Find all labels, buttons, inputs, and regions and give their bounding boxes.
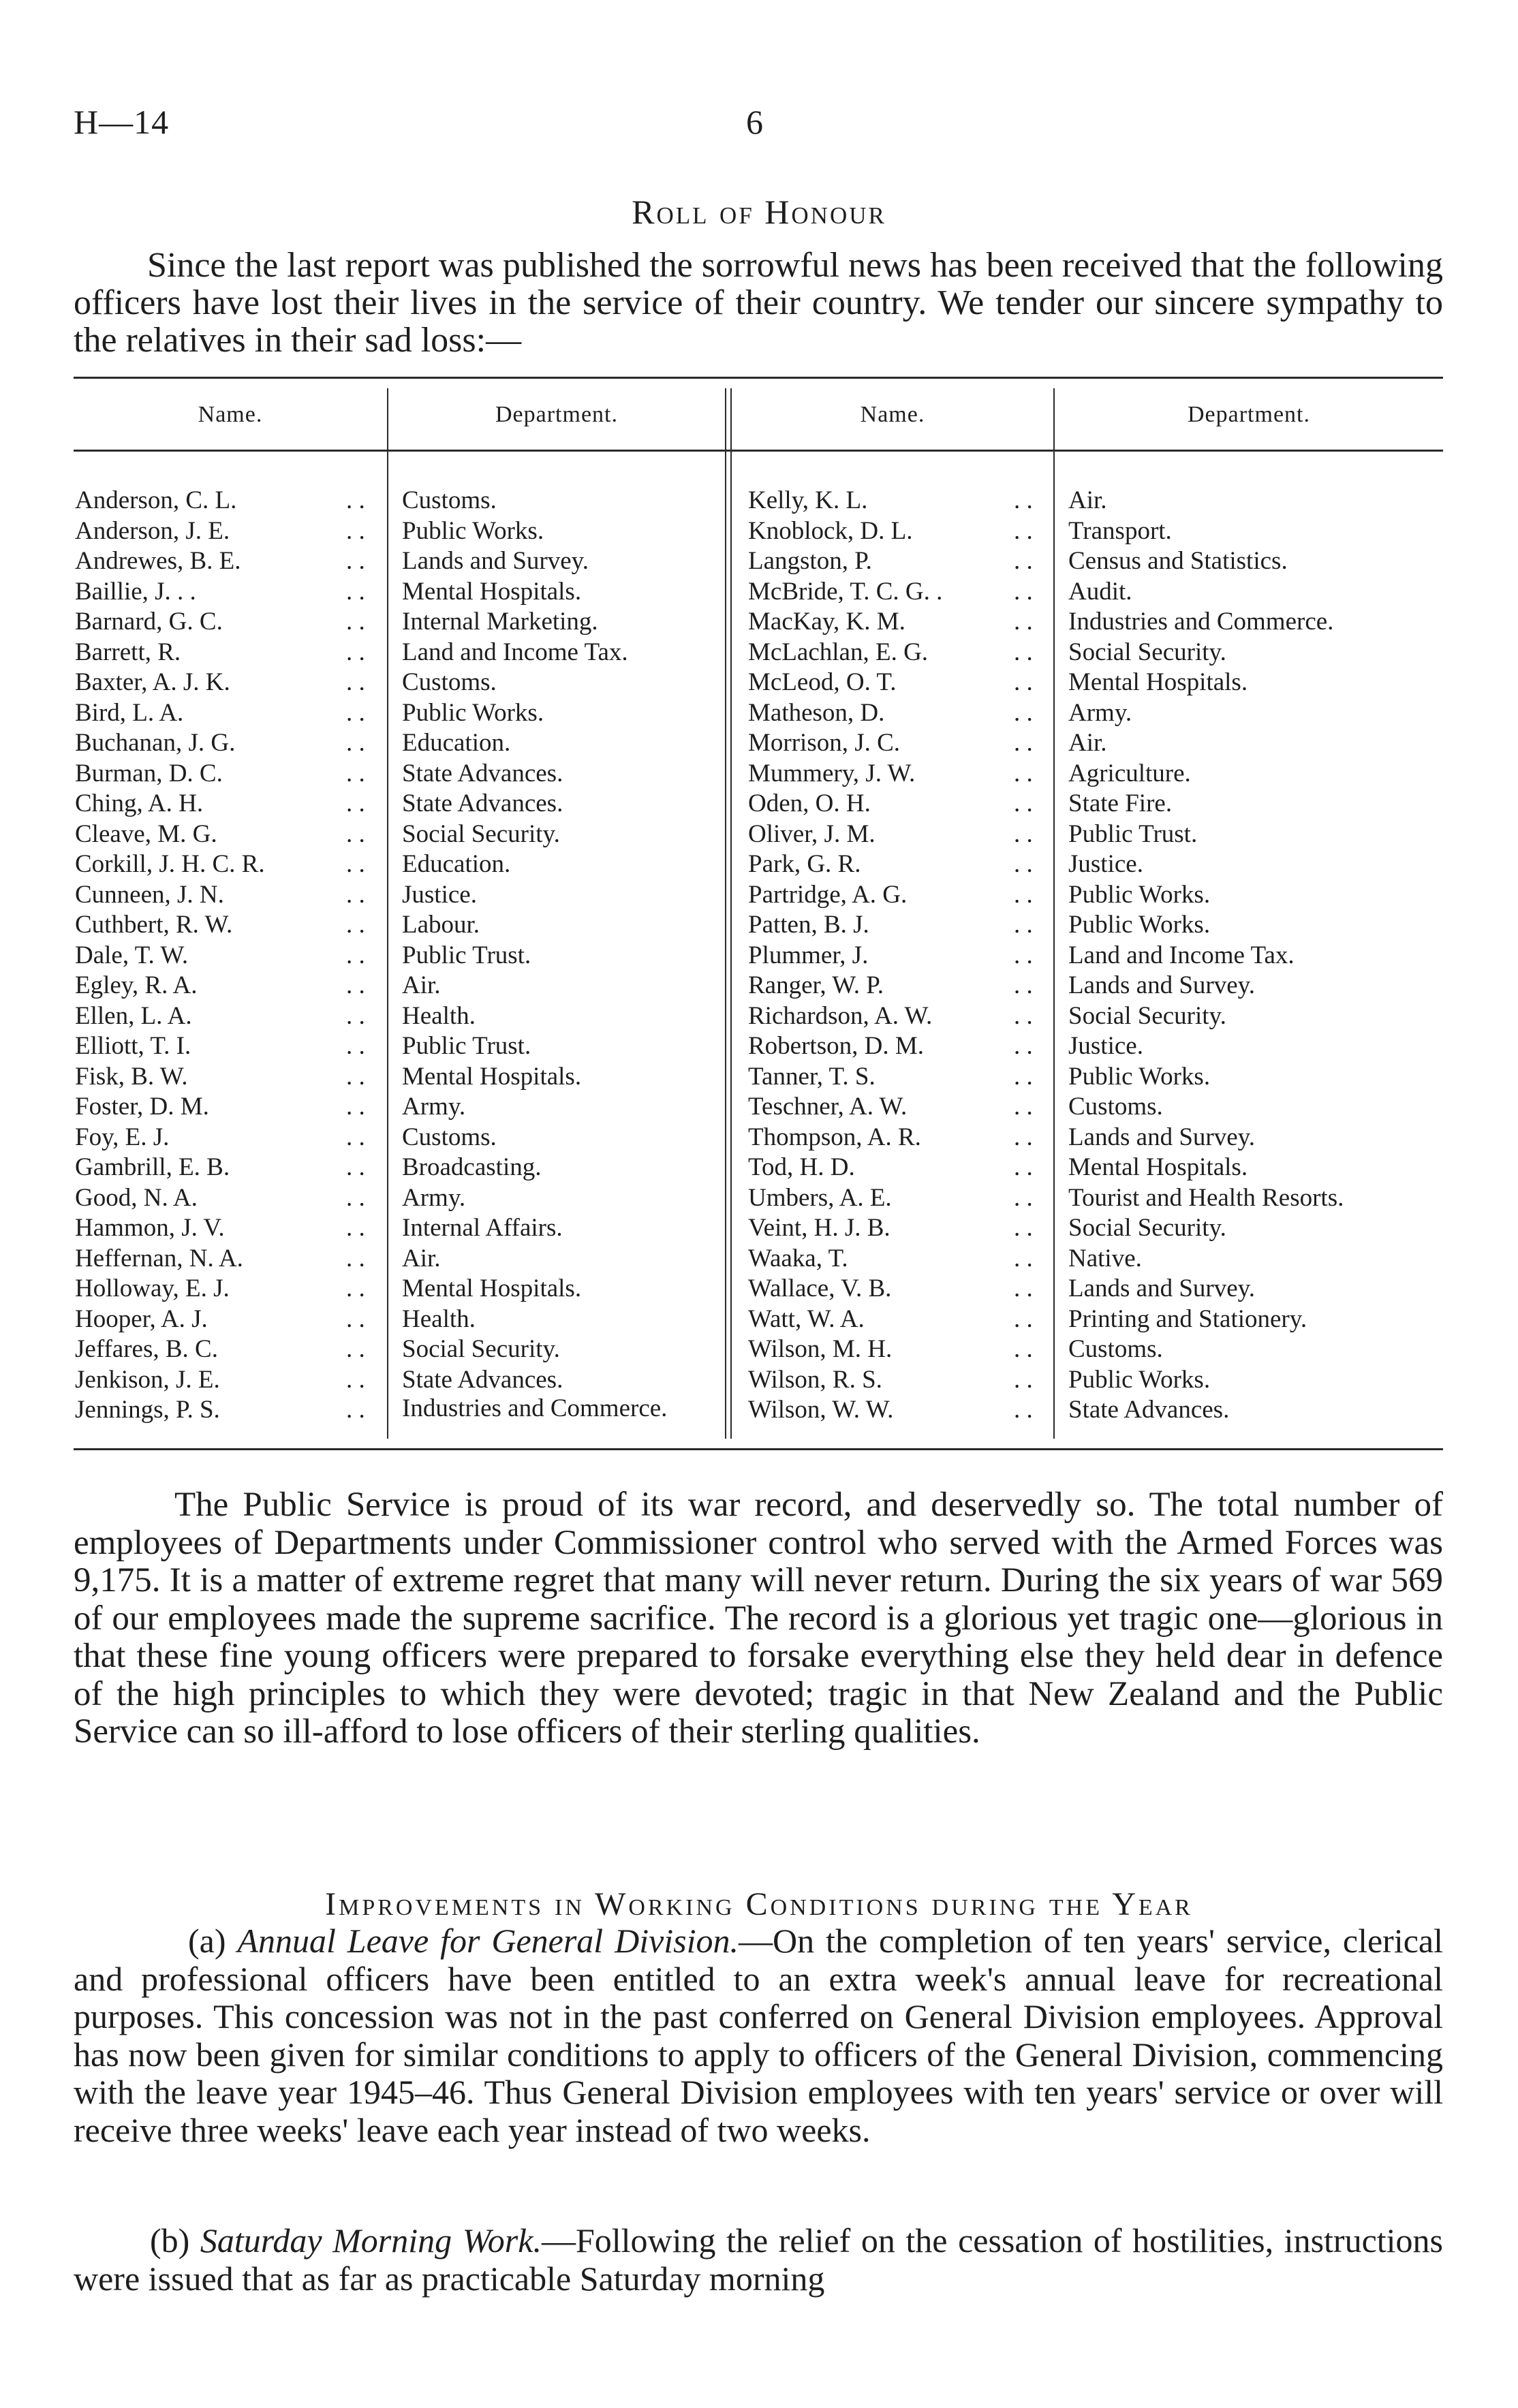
leader-dots: . . — [1014, 1153, 1033, 1181]
leader-dots: . . — [346, 850, 365, 878]
table-cell: Customs. — [402, 1123, 497, 1151]
roll-intro-paragraph: Since the last report was published the sorrowful news has been received that the following officers have lost their lives in the service of their country. We tender our sincere sympathy to the relatives in their sad loss:— — [74, 246, 1443, 360]
leader-dots: . . — [1014, 819, 1033, 848]
table-cell: Army. — [1068, 698, 1132, 727]
table-cell: Industries and Commerce. — [402, 1394, 668, 1422]
saturday-work-heading: Saturday Morning Work. — [200, 2221, 542, 2260]
table-row: Park, G. R. — [748, 850, 861, 878]
leader-dots: . . — [1014, 1183, 1033, 1212]
leader-dots: . . — [1014, 547, 1033, 575]
table-row: Kelly, K. L. — [748, 486, 868, 514]
table-row: Wilson, M. H. — [748, 1335, 893, 1363]
leader-dots: . . — [1014, 1123, 1033, 1151]
leader-dots: . . — [1014, 1062, 1033, 1091]
table-cell: Census and Statistics. — [1068, 547, 1288, 575]
table-row: Dale, T. W. — [75, 941, 189, 969]
leader-dots: . . — [1014, 1244, 1033, 1272]
leader-dots: . . — [346, 819, 365, 848]
table-cell: Justice. — [402, 880, 477, 909]
table-row: Morrison, J. C. — [748, 729, 901, 757]
table-cell: State Advances. — [402, 759, 563, 787]
leader-dots: . . — [346, 1335, 365, 1363]
table-cell: Printing and Stationery. — [1068, 1304, 1307, 1333]
table-cell: Agriculture. — [1068, 759, 1191, 787]
leader-dots: . . — [346, 1032, 365, 1060]
leader-dots: . . — [1014, 971, 1033, 999]
annual-leave-text: —On the completion of ten years' service, clerical and professional officers have been entitled to an extra week's annual leave for recreational purposes. This concession was not in the past conferred on General Division employees. Approval has now been given for similar conditions to apply to officers of the General Division, commencing with the leave year 1945–46. Thus General Division employees with ten years' service or over will receive three weeks' leave each year instead of two weeks. — [74, 1922, 1443, 2149]
table-row: Veint, H. J. B. — [748, 1214, 890, 1242]
leader-dots: . . — [1014, 941, 1033, 969]
leader-dots: . . — [346, 1093, 365, 1121]
leader-dots: . . — [1014, 698, 1033, 727]
table-row: Foy, E. J. — [75, 1123, 170, 1151]
table-row: Andrewes, B. E. — [75, 547, 241, 575]
table-cell: Public Trust. — [402, 1032, 531, 1060]
table-cell: Land and Income Tax. — [402, 638, 628, 666]
table-row: Oden, O. H. — [748, 789, 871, 817]
improvements-title: Improvements in Working Conditions during the Year — [325, 1886, 1193, 1922]
column-header-department: Department. — [1188, 402, 1310, 427]
table-cell: State Fire. — [1068, 789, 1173, 817]
table-cell: Education. — [402, 729, 511, 757]
table-cell: Health. — [402, 1001, 476, 1030]
leader-dots: . . — [346, 759, 365, 787]
leader-dots: . . — [346, 941, 365, 969]
table-cell: Public Works. — [402, 698, 544, 727]
table-row: Patten, B. J. — [748, 911, 869, 939]
table-cell: Public Works. — [402, 516, 544, 545]
table-row: Plummer, J. — [748, 941, 869, 969]
table-cell: Audit. — [1068, 577, 1132, 606]
table-row: Thompson, A. R. — [748, 1123, 921, 1151]
leader-dots: . . — [346, 1123, 365, 1151]
table-cell: Mental Hospitals. — [1068, 668, 1248, 696]
table-cell: Internal Affairs. — [402, 1214, 563, 1242]
table-row: Cunneen, J. N. — [75, 880, 224, 909]
leader-dots: . . — [346, 638, 365, 666]
leader-dots: . . — [1014, 880, 1033, 909]
table-cell: Lands and Survey. — [1068, 1275, 1256, 1302]
table-row: Watt, W. A. — [748, 1304, 865, 1333]
table-cell: Health. — [402, 1304, 476, 1333]
table-row: Teschner, A. W. — [748, 1093, 908, 1121]
table-cell: Lands and Survey. — [1068, 1123, 1256, 1151]
table-cell: Broadcasting. — [402, 1153, 542, 1181]
parliamentary-paper-ref: H—14 — [74, 103, 170, 141]
column-header-name: Name. — [198, 402, 263, 427]
table-row: Baxter, A. J. K. — [75, 668, 230, 696]
right-names-column — [748, 486, 1048, 1426]
leader-dots: . . — [346, 1062, 365, 1091]
war-record-paragraph: The Public Service is proud of its war record, and deservedly so. The total number of employees of Departments under Commissioner control who served with the Armed Forces was 9,175. It is a matter of extreme regret that many will never return. During the six years of war 569 of our employees made the supreme sacrifice. The record is a glorious yet tragic one—glorious in that these fine young officers were prepared to forsake everything else they held dear in defence of the high principles to which they were devoted; tragic in that New Zealand and the Public Service can so ill-afford to lose officers of their sterling qualities. — [74, 1486, 1443, 1751]
table-cell: Social Security. — [1068, 1001, 1226, 1030]
saturday-work-text: —Following the relief on the cessation of hostilities, instructions were issued that as far as practicable Saturday morning — [74, 2221, 1444, 2298]
table-row: Baillie, J. . . — [75, 577, 196, 606]
item-label: (b) — [150, 2221, 190, 2260]
table-row: Bird, L. A. — [75, 698, 184, 727]
table-row: Ellen, L. A. — [75, 1001, 192, 1030]
table-header-rule — [74, 450, 1443, 452]
table-cell: Mental Hospitals. — [402, 1062, 582, 1091]
table-row: Elliott, T. I. — [75, 1032, 191, 1060]
table-cell: State Advances. — [402, 789, 563, 817]
table-row: McLeod, O. T. — [748, 668, 897, 696]
leader-dots: . . — [346, 911, 365, 939]
leader-dots: . . — [1014, 1214, 1033, 1242]
table-cell: Labour. — [402, 911, 480, 939]
table-cell: Air. — [1068, 729, 1107, 757]
annual-leave-paragraph — [74, 1922, 1443, 2149]
table-row: Partridge, A. G. — [748, 880, 908, 909]
table-row: Richardson, A. W. — [748, 1001, 933, 1030]
leader-dots: . . — [346, 516, 365, 545]
leader-dots: . . — [1014, 638, 1033, 666]
leader-dots: . . — [346, 1244, 365, 1272]
table-row: McBride, T. C. G. . — [748, 577, 943, 606]
leader-dots: . . — [346, 668, 365, 696]
table-cell: Mental Hospitals. — [1068, 1153, 1248, 1181]
table-row: Barrett, R. — [75, 638, 181, 666]
table-row: Burman, D. C. — [75, 759, 223, 787]
table-row: Anderson, J. E. — [75, 516, 230, 545]
leader-dots: . . — [1014, 1365, 1033, 1394]
table-row: Corkill, J. H. C. R. — [75, 850, 265, 878]
left-departments-column — [402, 486, 712, 1452]
table-cell: Public Works. — [1068, 911, 1211, 939]
table-cell: Tourist and Health Resorts. — [1068, 1183, 1344, 1212]
column-divider-double-b — [730, 388, 732, 1439]
table-cell: Justice. — [1068, 1032, 1143, 1060]
leader-dots: . . — [346, 971, 365, 999]
table-row: Langston, P. — [748, 547, 872, 575]
table-row: Good, N. A. — [75, 1183, 198, 1212]
table-row: Waaka, T. — [748, 1244, 848, 1272]
table-cell: Transport. — [1068, 516, 1172, 545]
leader-dots: . . — [1014, 577, 1033, 606]
leader-dots: . . — [1014, 516, 1033, 545]
leader-dots: . . — [1014, 1093, 1033, 1121]
table-cell: Native. — [1068, 1244, 1142, 1272]
leader-dots: . . — [1014, 608, 1033, 636]
table-row: Tod, H. D. — [748, 1153, 855, 1181]
table-cell: Army. — [402, 1183, 466, 1212]
page-number: 6 — [746, 103, 763, 141]
table-row: Cuthbert, R. W. — [75, 911, 233, 939]
right-departments-column — [1068, 486, 1443, 1426]
table-cell: Customs. — [402, 486, 497, 514]
table-row: Holloway, E. J. — [75, 1275, 230, 1302]
column-divider — [387, 388, 388, 1439]
table-cell: Social Security. — [402, 819, 560, 848]
table-cell: Public Trust. — [1068, 819, 1198, 848]
leader-dots: . . — [346, 1275, 365, 1302]
leader-dots: . . — [1014, 1335, 1033, 1363]
leader-dots: . . — [346, 577, 365, 606]
table-cell: Air. — [402, 1244, 441, 1272]
leader-dots: . . — [1014, 759, 1033, 787]
table-row: Oliver, J. M. — [748, 819, 876, 848]
table-row: Anderson, C. L. — [75, 486, 237, 514]
leader-dots: . . — [346, 880, 365, 909]
leader-dots: . . — [346, 486, 365, 514]
leader-dots: . . — [346, 1153, 365, 1181]
table-cell: Mental Hospitals. — [402, 577, 582, 606]
left-names-column — [75, 486, 382, 1426]
table-cell: Lands and Survey. — [402, 547, 589, 575]
item-label: (a) — [188, 1922, 226, 1960]
table-row: MacKay, K. M. — [748, 608, 905, 636]
table-row: Ching, A. H. — [75, 789, 204, 817]
leader-dots: . . — [346, 1304, 365, 1333]
table-bottom-rule — [74, 1448, 1443, 1450]
annual-leave-heading: Annual Leave for General Division. — [237, 1922, 739, 1960]
table-cell: Customs. — [1068, 1093, 1163, 1121]
saturday-work-paragraph — [74, 2222, 1443, 2298]
table-cell: Land and Income Tax. — [1068, 941, 1295, 969]
table-row: Fisk, B. W. — [75, 1062, 188, 1091]
leader-dots: . . — [346, 1214, 365, 1242]
table-cell: State Advances. — [402, 1365, 563, 1394]
column-header-department: Department. — [495, 402, 618, 427]
table-row: Matheson, D. — [748, 698, 885, 727]
leader-dots: . . — [1014, 789, 1033, 817]
table-cell: State Advances. — [1068, 1396, 1230, 1424]
table-cell: Social Security. — [402, 1335, 560, 1363]
table-row: Robertson, D. M. — [748, 1032, 924, 1060]
leader-dots: . . — [1014, 911, 1033, 939]
table-row: Wallace, V. B. — [748, 1275, 892, 1302]
table-cell: Customs. — [402, 668, 497, 696]
table-row: Jeffares, B. C. — [75, 1335, 218, 1363]
leader-dots: . . — [1014, 1001, 1033, 1030]
roll-of-honour-title: Roll of Honour — [632, 193, 886, 231]
leader-dots: . . — [1014, 486, 1033, 514]
table-row: Mummery, J. W. — [748, 759, 916, 787]
table-cell: Customs. — [1068, 1335, 1163, 1363]
column-header-name: Name. — [860, 402, 925, 427]
table-cell: Lands and Survey. — [1068, 971, 1256, 999]
table-row: Wilson, W. W. — [748, 1396, 894, 1424]
table-cell: Air. — [1068, 486, 1107, 514]
table-cell: Army. — [402, 1093, 466, 1121]
table-row: Jennings, P. S. — [75, 1396, 220, 1424]
table-cell: Internal Marketing. — [402, 608, 598, 636]
table-cell: Social Security. — [1068, 638, 1226, 666]
table-cell: Public Works. — [1068, 880, 1211, 909]
table-cell: Social Security. — [1068, 1214, 1226, 1242]
table-row: Umbers, A. E. — [748, 1183, 892, 1212]
leader-dots: . . — [346, 789, 365, 817]
leader-dots: . . — [346, 1001, 365, 1030]
table-cell: Mental Hospitals. — [402, 1275, 582, 1302]
table-cell: Public Trust. — [402, 941, 531, 969]
leader-dots: . . — [1014, 850, 1033, 878]
leader-dots: . . — [346, 1365, 365, 1394]
table-cell: Air. — [402, 971, 441, 999]
table-cell: Education. — [402, 850, 511, 878]
table-row: Barnard, G. C. — [75, 608, 223, 636]
table-row: Egley, R. A. — [75, 971, 198, 999]
leader-dots: . . — [1014, 1396, 1033, 1424]
table-row: Heffernan, N. A. — [75, 1244, 243, 1272]
leader-dots: . . — [346, 547, 365, 575]
column-divider-double-a — [725, 388, 726, 1439]
leader-dots: . . — [346, 1396, 365, 1424]
leader-dots: . . — [1014, 1032, 1033, 1060]
table-row: Gambrill, E. B. — [75, 1153, 230, 1181]
table-row: Cleave, M. G. — [75, 819, 217, 848]
leader-dots: . . — [346, 1183, 365, 1212]
table-row: Tanner, T. S. — [748, 1062, 876, 1091]
table-row: Hooper, A. J. — [75, 1304, 208, 1333]
leader-dots: . . — [1014, 668, 1033, 696]
leader-dots: . . — [346, 729, 365, 757]
leader-dots: . . — [1014, 1275, 1033, 1302]
table-row: Hammon, J. V. — [75, 1214, 225, 1242]
table-top-rule — [74, 377, 1443, 379]
table-cell: Industries and Commerce. — [1068, 608, 1334, 636]
leader-dots: . . — [1014, 1304, 1033, 1333]
table-row: Buchanan, J. G. — [75, 729, 236, 757]
table-row: Jenkison, J. E. — [75, 1365, 220, 1394]
table-row: Foster, D. M. — [75, 1093, 209, 1121]
leader-dots: . . — [346, 698, 365, 727]
column-divider — [1053, 388, 1055, 1439]
table-row: Wilson, R. S. — [748, 1365, 882, 1394]
table-cell: Public Works. — [1068, 1365, 1211, 1394]
leader-dots: . . — [346, 608, 365, 636]
table-row: Ranger, W. P. — [748, 971, 884, 999]
leader-dots: . . — [1014, 729, 1033, 757]
table-row: McLachlan, E. G. — [748, 638, 929, 666]
table-cell: Justice. — [1068, 850, 1143, 878]
table-cell: Public Works. — [1068, 1062, 1211, 1091]
table-row: Knoblock, D. L. — [748, 516, 913, 545]
